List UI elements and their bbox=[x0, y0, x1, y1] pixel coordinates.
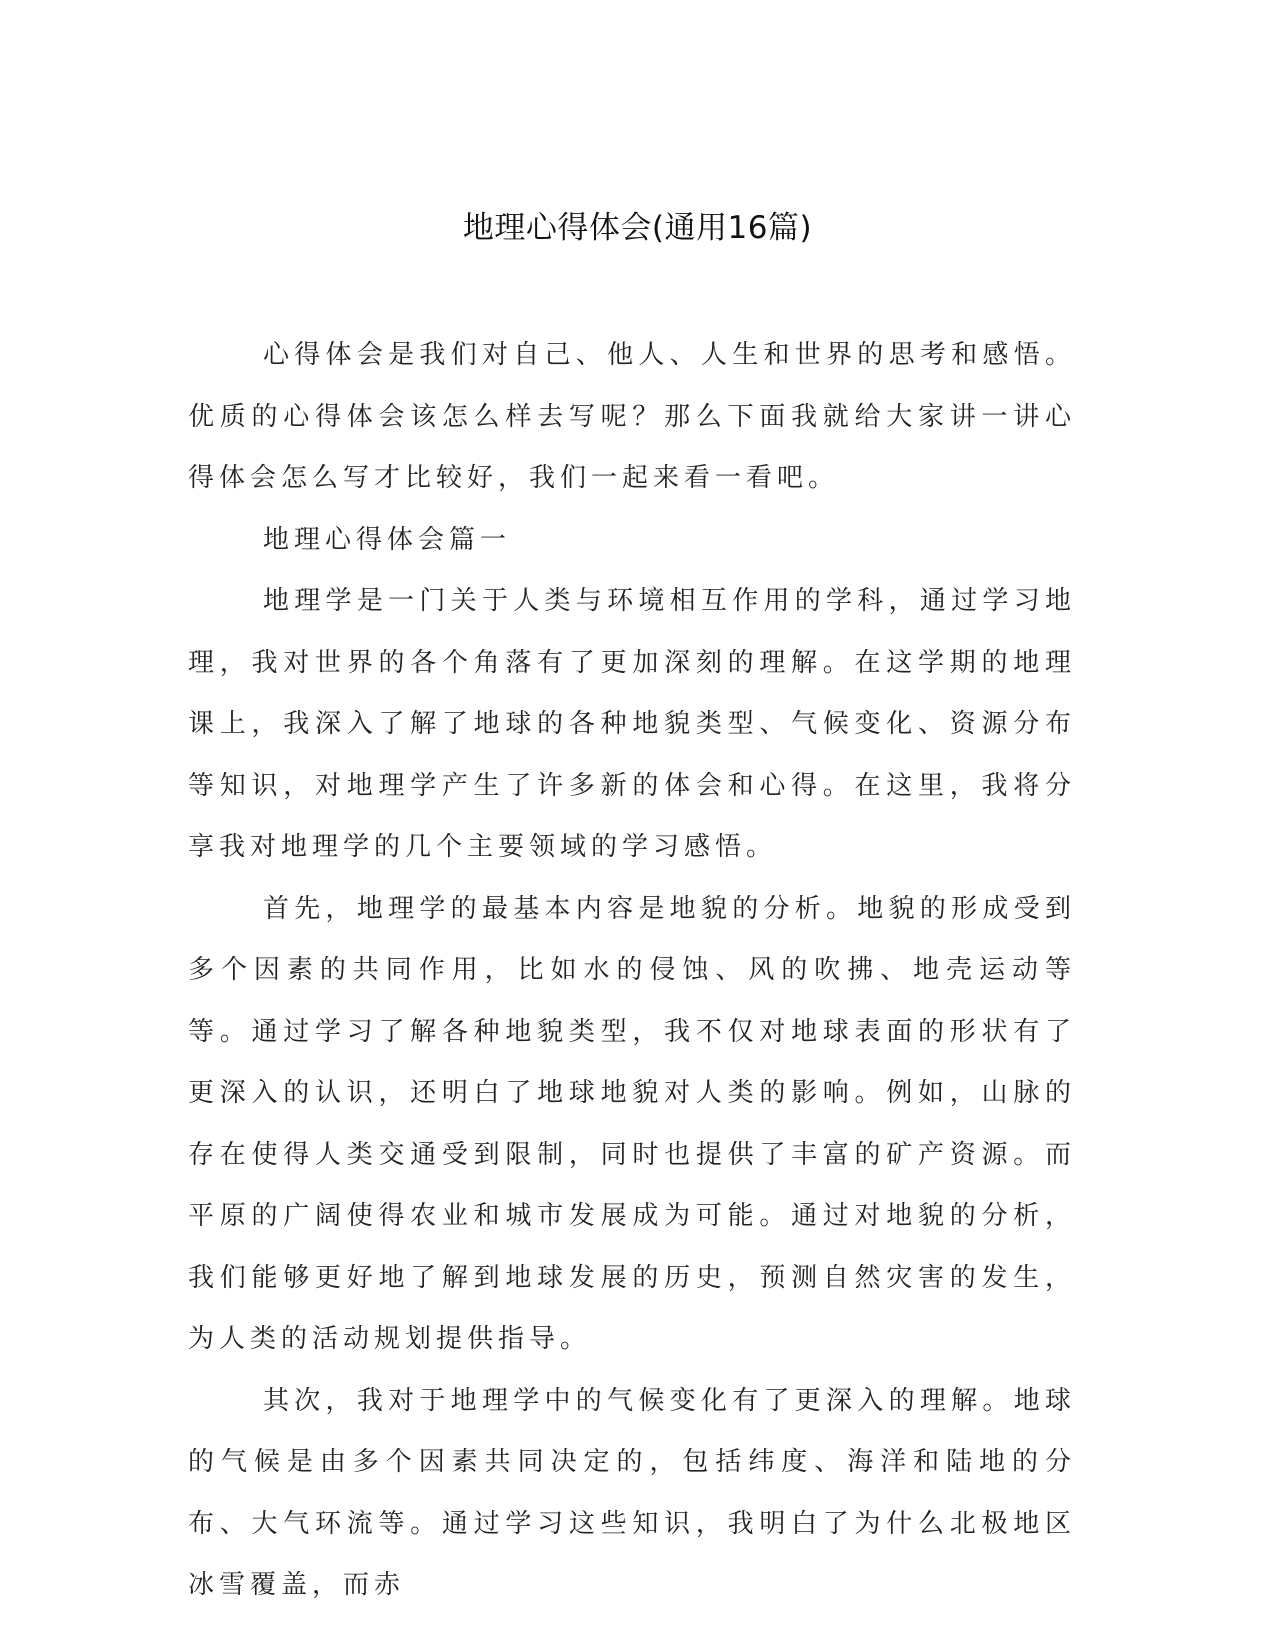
body-paragraph: 首先，地理学的最基本内容是地貌的分析。地貌的形成受到多个因素的共同作用，比如水的侵蚀、风的吹拂、地壳运动等等。通过学习了解各种地貌类型，我不仅对地球表面的形状有了更深入的认识，还明白了地球地貌对人类的影响。例如，山脉的存在使得人类交通受到限制，同时也提供了丰富的矿产资源。而平原的广阔使得农业和城市发展成为可能。通过对地貌的分析，我们能够更好地了解到地球发展的历史，预测自然灾害的发生，为人类的活动规划提供指导。 bbox=[188, 893, 1076, 1354]
document-body bbox=[188, 325, 1076, 1617]
document-title: 地理心得体会(通用16篇) bbox=[462, 210, 813, 246]
intro-paragraph: 心得体会是我们对自己、他人、人生和世界的思考和感悟。优质的心得体会该怎么样去写呢？那么下面我就给大家讲一讲心得体会怎么写才比较好，我们一起来看一看吧。 bbox=[188, 340, 1076, 493]
body-paragraph: 其次，我对于地理学中的气候变化有了更深入的理解。地球的气候是由多个因素共同决定的，包括纬度、海洋和陆地的分布、大气环流等。通过学习这些知识，我明白了为什么北极地区冰雪覆盖，而赤 bbox=[188, 1385, 1076, 1600]
body-paragraph: 地理学是一门关于人类与环境相互作用的学科，通过学习地理，我对世界的各个角落有了更加深刻的理解。在这学期的地理课上，我深入了解了地球的各种地貌类型、气候变化、资源分布等知识，对地理学产生了许多新的体会和心得。在这里，我将分享我对地理学的几个主要领域的学习感悟。 bbox=[188, 586, 1076, 862]
section-heading: 地理心得体会篇一 bbox=[263, 524, 512, 555]
